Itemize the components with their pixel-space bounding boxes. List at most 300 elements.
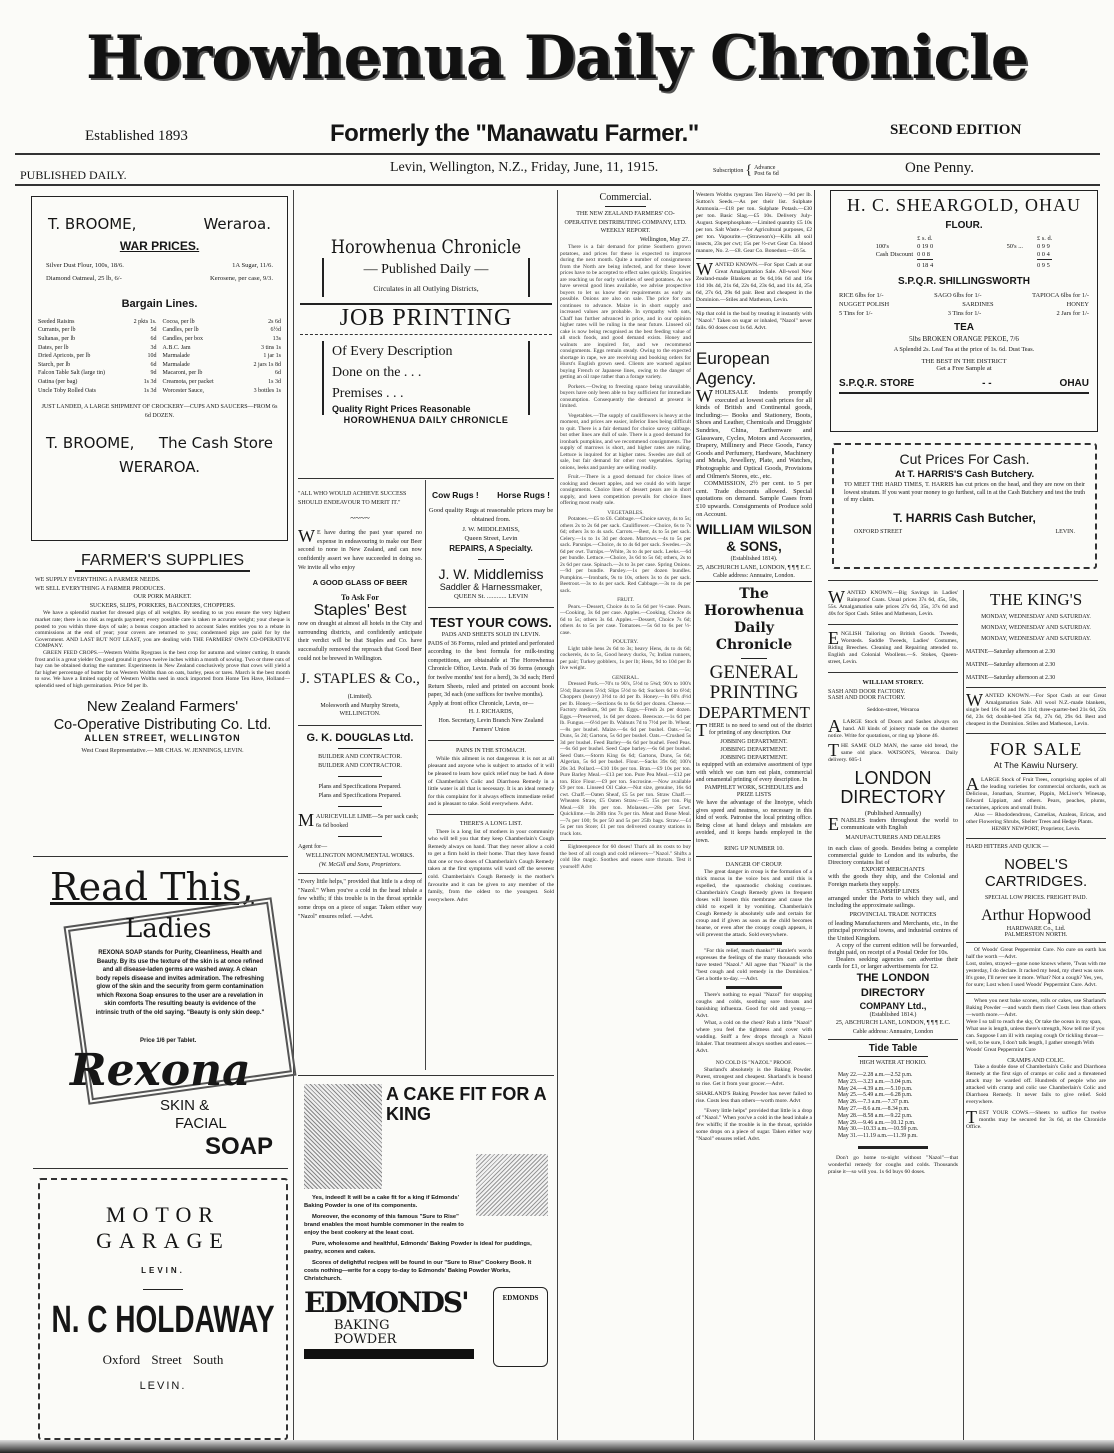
item-price: 3d xyxy=(150,344,157,351)
hopwood-name: Arthur Hopwood xyxy=(981,907,1091,924)
representative: West Coast Representative.— MR CHAS. W. JENNINGS, LEVIN. xyxy=(81,747,244,754)
job-line: Done on the . . . xyxy=(332,365,422,380)
test-cows-sub: PADS AND SHEETS SOLD IN LEVIN. xyxy=(441,632,541,639)
item-name: A.B.C. Jam xyxy=(162,344,191,351)
spqr-items xyxy=(839,291,1089,318)
section-heading: POULTRY. xyxy=(612,639,639,646)
item-name: Dried Apricots, per lb xyxy=(38,353,91,360)
bargain-item xyxy=(163,318,282,327)
broome-town: WERAROA. xyxy=(118,458,201,477)
spqr-item: RICE 6lbs for 1/- xyxy=(839,292,884,299)
facial-label: FACIAL xyxy=(175,1115,227,1132)
strength-poem: Were I so tall to reach the sky, Or take the ocean in my span, What use is length, unless there's strength, Now tell me if you can. Suppose I am ill with rasping cough Or tickling throat—well, to be sure, I don't talk length, I gather strength With Woods' Great Peppermint Cure xyxy=(966,1019,1105,1053)
ohau: OHAU xyxy=(1059,378,1089,389)
item-name: Worcester Sauce, xyxy=(162,387,204,394)
garage-title: MOTOR GARAGE xyxy=(96,1202,230,1253)
bargain-item xyxy=(38,318,157,327)
item-price: 3 tins 1s xyxy=(260,344,281,351)
farmers-line: WE SELL EVERYTHING A FARMER PRODUCES. xyxy=(35,585,166,592)
spqr-item: 2 Jars for 1/- xyxy=(1056,310,1089,317)
item-name: Candles, per box xyxy=(162,336,203,342)
cramps-title: CRAMPS AND COLIC. xyxy=(1007,1058,1065,1064)
cramps-body: Take a double dose of Chamberlain's Colic and Diarrhoea Remedy at the first sign of cramps or colic and a threatened attack may be warded off. Hundreds of people who are attacked with cramp and colic use Chamberlain's Colic and Diarrhoea Remedy. It never fails to give relief. Sold everywhere. xyxy=(966,1064,1106,1105)
staples-douglas-column xyxy=(298,490,422,921)
rugs-advert xyxy=(428,490,554,734)
seddon-street: Seddon-street, Weraroa xyxy=(866,707,920,713)
ldc-cable: Cable address: Annuaire, London xyxy=(852,1028,934,1035)
rugs-column xyxy=(428,490,554,904)
tide-row: May 26.—7.3 a.m.—7.37 p.m. xyxy=(838,1099,910,1106)
bargain-item xyxy=(163,378,282,387)
test-cows-title: TEST YOUR COWS. xyxy=(430,615,552,631)
edmonds-text: Pure, wholesome and healthful, Edmonds' Baking Powder is ideal for puddings, pastry, scones and cakes. xyxy=(304,1241,532,1255)
bargain-item xyxy=(163,369,282,378)
bargain-item xyxy=(38,352,157,361)
staples-limited: (Limited). xyxy=(347,694,373,701)
bargain-list xyxy=(38,318,281,395)
ring-up: RING UP NUMBER 10. xyxy=(724,845,784,852)
edmonds-advert xyxy=(298,1075,554,1440)
wilson-name: WILLIAM WILSON & SONS, xyxy=(696,522,812,555)
baking-powder-tin xyxy=(493,1287,548,1367)
ladies: Ladies xyxy=(125,914,212,944)
item-name: Marmalade xyxy=(162,361,190,368)
european-heading: European xyxy=(696,349,770,368)
hopwood-hardware: HARDWARE Co., Ltd. xyxy=(1006,925,1066,932)
nazol-advert: "Every little helps," provided that little is a drop of "Nazol." When you've a cold in the head inhale a few whiffs; if this trouble is in the throat sprinkle some drops on a piece of sugar. Taken either way "Nazol" ensures relief. —Advt. xyxy=(298,879,422,920)
pig-kinds: SUCKERS, SLIPS, PORKERS, BACONERS, CHOPPERS. xyxy=(89,602,236,609)
cake-headline: A CAKE FIT FOR A KING xyxy=(386,1084,546,1124)
directory-body: in each class of goods. Besides being a complete commercial guide to London and its suburbs, the Directory contains list of xyxy=(828,844,958,867)
section-heading: VEGETABLES. xyxy=(607,509,644,516)
item-name: Cocoa, per lb xyxy=(162,318,195,325)
weekly-report: WEEKLY REPORT. xyxy=(600,228,651,235)
staples-advert: "ALL WHO WOULD ACHIEVE SUCCESS SHOULD ENDEAVOUR TO MERIT IT." ~~~~ WE have during the past year spared no expense in endeavouring to make our Beer second to none in New Zealand, and can now confidently assert we have succeeded in doing so. We invite all who enjoy A GOOD GLASS OF BEER To Ask For Staples' Best now on draught at almost all hotels in the City and surrounding districts, and confidently anticipate their verdict will be that Staples and Co. have successfully removed the reproach that Good Beer could not be brewed in Wellington. J. STAPLES & Co., (Limited). Molesworth and Murphy Streets, WELLINGTON. xyxy=(298,491,422,718)
printing-heading: PRINTING xyxy=(709,681,799,703)
paper-name: HOROWHENUA DAILY CHRONICLE xyxy=(343,415,509,425)
pamphlet-line: PAMPHLET WORK, SCHEDULES and PRIZE LISTS xyxy=(704,784,804,799)
middlemiss-address: QUEEN St. ............ LEVIN xyxy=(454,592,528,600)
spqr-item: TAPIOCA 6lbs for 1/- xyxy=(1032,292,1089,299)
item-name: Dates, per lb xyxy=(38,344,69,351)
harris-name: T. HARRIS Cash Butcher, xyxy=(893,510,1036,525)
cow-rugs: Cow Rugs ! xyxy=(432,490,479,500)
department-heading: DEPARTMENT xyxy=(698,702,810,722)
agency-body: WHOLESALE Indents promptly executed at lowest cash prices for all kinds of British and Continental goods, including:— Books and Stationery, Boots, Shoes and Leather, Chemicals and Druggists' Sundries, China, Earthenware and Glassware, Cycles, Motors and Accessories, Drapery, Millinery and Piece Goods, Fancy Goods and Perfumery, Hardware, Machinery and Metals, Jewellery, Plate, and Watches, Photographic and Optical Goods, Provisions and Oilmen's Stores, etc., etc. xyxy=(696,386,812,480)
farmers-supplies-advert xyxy=(35,552,290,755)
staples-streets: Molesworth and Murphy Streets, xyxy=(320,702,400,709)
circulates-label: Circulates in all Outlying Districts, xyxy=(373,284,479,293)
commercial-dateline: Wellington, May 27.. xyxy=(639,236,691,243)
item-name: Candles, per lb xyxy=(162,327,199,334)
price-label: Cash Discount xyxy=(875,251,914,258)
fruit-prices: Pears.—Dessert, Choice 4s to 5s 6d per ½-case. Pears.—Cooking, 3s 6d per case. Apples.—Cooking, Choice 4s 6d to 5s; others 3s 6d. Apples.—Dessert, Choice 7s 6d; others 4s to 5s per case. Tomatoes.—5s 6d to 6s per ½-case. xyxy=(560,603,691,636)
price: One Penny. xyxy=(905,160,975,176)
item-name: Creamota, per packet xyxy=(162,378,214,385)
nursery-stock: ALARGE Stock of Fruit Trees, comprising apples of all the leading varieties for commercial orchards, such as Delicious, Jonathan, Sturmer, Pippin, McLiver's Winesap, Edward Lippiatt, and others. Pears, peaches, plums, nectarines, apricots and small fruits. xyxy=(966,774,1106,811)
column-five xyxy=(828,587,958,1176)
for-sale-title: FOR SALE xyxy=(989,739,1083,759)
spqr-heading: S.P.Q.R. SHILLINGSWORTH xyxy=(897,276,1031,287)
cough-advert: Eighteenpence for 60 doses! That's all its costs to buy the best of all cough and cold relievers—"Nazol." Shifts a cold like magic. Soothes and eases sore throats. Test it yourself! Advt xyxy=(560,844,691,870)
horse-rugs: Horse Rugs ! xyxy=(497,490,550,500)
same-old-man: THE SAME OLD MAN, the same old bread, the same old place. WATSON'S, Weraroa. Daily delivery. 605-1 xyxy=(828,740,958,763)
harris-body: TO MEET THE HARD TIMES, T. HARRIS has cut prices on the head, and they are now on their lowest stratum. If you want your money to go furthest, call in at the Cash Butchery and test the truth of my claim. xyxy=(844,482,1085,504)
hard-hitters: HARD HITTERS AND QUICK — xyxy=(966,844,1049,850)
douglas-line: BUILDER AND CONTRACTOR. xyxy=(318,762,402,769)
lsd-header: £ s. d. xyxy=(917,235,933,242)
job-line: Of Every Description xyxy=(332,344,453,359)
item-price: 2 pkts 1s. xyxy=(133,318,157,325)
wilson-established: (Established 1814). xyxy=(730,556,778,563)
tide-row: May 24.—4.39 a.m.—5.10 p.m. xyxy=(838,1085,913,1092)
item-name: Falcon Table Salt (large tin) xyxy=(38,370,106,377)
price-total: 0 9 5 xyxy=(1037,259,1052,270)
bargain-item xyxy=(38,335,157,344)
printing-body-3: We have the advantage of the linotype, which gives speed and neatness, so necessary in this kind of work. Patronise the local printing office. Being close at hand delays and mistakes are avoided, and it keeps hands employed in the town. xyxy=(696,800,812,844)
newport: HENRY NEWPORT, Proprietor, Levin. xyxy=(991,826,1081,832)
no-cold-body: Sharland's absolutely is the Baking Powder. Purest, strongest and cheapest. Sharland's is bound to rise. Get it from your grocer.—Advt. xyxy=(696,1067,812,1088)
secretary-name: H. J. RICHARDS, xyxy=(468,709,514,716)
bargain-item xyxy=(38,326,157,335)
wilson-cable: Cable address: Annuaire, London. xyxy=(696,572,812,582)
ldc-address: 25, ABCHURCH LANE, LONDON, ¶ ¶ ¶ E.C. xyxy=(835,1020,951,1027)
agency-heading: Agency. xyxy=(696,369,757,388)
spqr-item: NUGGET POLISH xyxy=(839,301,890,308)
wanted-known: WANTED KNOWN.—For Spot Cash at our Great Amalgamation Sale. All-wool New Zealand-made Blankets at 9s 6d,16s 6d and 16s 11d 10s 4d, 21s 6d, 22s 6d, 23s 6d, and 11s 4d, 25s 6d, 27s 6d, 29s 6d pair. Best and cheapest in the Dominion.—Stiles and Matheson, Levin. xyxy=(696,259,812,303)
secretary-role: Hon. Secretary, Levin Branch New Zealand Farmers' Union xyxy=(438,717,544,733)
price-line: Silver Dust Flour, 100s, 18/6. xyxy=(46,262,124,269)
jobbing-line: JOBBING DEPARTMENT. xyxy=(720,739,788,746)
tide-row: May 28.—8.58 a.m.—9.22 p.m. xyxy=(838,1112,913,1119)
london-heading: LONDON xyxy=(854,768,932,788)
flour-heading: FLOUR. xyxy=(945,220,983,231)
staples-city: WELLINGTON. xyxy=(339,711,381,718)
edmonds-text: Yes, indeed! It will be a cake fit for a king if Edmonds' Baking Powder is one of its components. xyxy=(304,1195,459,1209)
douglas-line: BUILDER AND CONTRACTOR. xyxy=(318,753,402,760)
price-value: 0 0 8 xyxy=(917,251,930,258)
best-line: THE BEST IN THE DISTRICT xyxy=(921,358,1007,365)
item-price: 2 jars 1s 8d xyxy=(253,361,281,368)
general-prices: Dressed Pork.—70's to 90's, 5½d to 5¾d; 90's to 100's 5½d; Baconers 5½d; Slips 5½d to 6d; Suckers 6d to 6½d; Choppers (heavy) 3½d to 4d per lb. Honey.—In 60's 4½d per lb. Honey.—Sections 6s to 6s 6d per dozen. Cheese.—Factory medium, 9d per lb. Eggs.—Fresh 2s per dozen. Eggs.—Preserved, 1s 6d per dozen. Beeswax.—1s 6d per lb. Fungus.—6½d per lb. Walnuts 7d to 7½d per lb. Wheat.—8s per bushel. Maize.—6s 6d per bushel. Oats.—5s; Duns, 5s 2d; Gartons, 5s 6d per bushel. Oats.—Crushed 5s 3d per bushel. Feed Barley—6s 6d per bushel. Feed Peas.—6s 6d per bushel. Seed Cape barley.—6s 6d per bushel. Seed Oats.—Storm King 6s 6d; Gartons, Duns, 5s 6d; Algerian, 5s 6d per bushel. Flour.—Sacks 39s 6d; 100's 20s 3d. Pollard.—£10 10s per ton. Bran.—£9 10s per ton. Pure Barley Meal.—£13 per ton. Pure Pea Meal.—£12 per ton. Rice Flour.—£9 per ton. Sucrosine.—Now available £9 per ton. Linseed Oil Cake.—Nut size, genuine, 16s 6d cwt. Chaff.—Oaten Sheaf, £5 5s per ton. Straw Chaff.—Wheaten Straw, £5 Oaten Straw.—£5 15s per ton. Pig Meal.—£8 10s per ton. Molasses.—28s per 5cwt. Quicklime.—In 28lb tins 7s per tin. Meat and Bone Meal.—7s per 100; 9s per 50 and 5s per 25lb bags. Straw.—£4 5s per ton Store; £1 per ton delivered country stations in truck lots. xyxy=(560,681,691,837)
bargain-item xyxy=(163,326,282,335)
rexona-advert xyxy=(30,865,290,1165)
steamship-lines: STEAMSHIP LINES xyxy=(866,887,920,895)
kings-days: MONDAY, WEDNESDAY AND SATURDAY. xyxy=(981,636,1091,642)
item-name: Sultanas, per lb xyxy=(38,336,76,342)
edition: SECOND EDITION xyxy=(890,122,1022,138)
staples-best: Staples' Best xyxy=(313,602,407,620)
pekoe-line: 5lbs BROKEN ORANGE PEKOE, 7/6 xyxy=(909,335,1019,343)
sharland-advert: SHARLAND'S Baking Powder has never failed to rise. Costs less than others—worth more. Advt xyxy=(696,1091,812,1105)
commercial-paragraph: There is a fair demand for prime Southern grown potatoes, and prices for these is expected to improve during the next month. Quite a number of consignments from the North are being infected, and for these lower prices have to be accepted to effect sales quickly. Enquiries are reaching us for early varieties of seed potatoes. As we have several good lines available, we advise prospective buyers to let us know their requirements as early as possible. Onions are also on sale. The price for oats continues to advance. Maize is in short supply and increased values are probable. In sympathy with oats, Chaff has further advanced in price, and in our opinion higher rates will be ruling in the near future. Linseed oil cake is now being recognised as the best feeding value of all stock foods, and good demand exists. Honey and walnuts are inquired for, and we recommend consignments. Eggs remain steady. Owing to the expected shortage in rape, we are receiving and booking orders for Hurst's English grown seed. Clients are warned against buying French or Japanese lines, owing to the danger of getting an oil rape rather than a forage variety. xyxy=(560,244,691,381)
price-line: Kerosene, per case, 9/3. xyxy=(210,275,273,283)
baking-label: BAKING xyxy=(334,1318,390,1333)
poultry-prices: Light table hens 2s 6d to 3s; heavy Hens, 4s to 4s 6d; cockerels, 4s to 5s, Good heavy ducks, 7s; Indian runners, per pair; Turkey gobblers, 1s per lb; Hens, 9d to 10d per lb live weight. xyxy=(560,645,691,672)
spqr-item: HONEY xyxy=(1066,301,1089,308)
farmers-body: We have a splendid market for dressed pigs of all weights. By sending to us you ensure the very highest market rate; there is no risk as regards payment; every possible care is taken re accurate weight; your cheque is posted to you within three days of sale; a bonus coupon attached to account Sales entitles you to a rebate in commissions at the end of year; your covers are returned to you; condemned pigs are paid for by the Government. AND LAST BUT NOT LEAST, you are dealing with THE FARMERS' OWN CO-OPERATIVE COMPANY. xyxy=(35,610,290,650)
item-name: Seeded Raisins xyxy=(38,318,75,325)
broome-store: The Cash Store xyxy=(158,434,273,453)
rexona-logo: Rexona xyxy=(70,1045,251,1096)
tide-row: May 31.—11.19 a.m.—11.39 p.m. xyxy=(838,1133,918,1140)
section-heading: FRUIT. xyxy=(617,597,634,604)
rugs-body: Good quality Rugs at reasonable prices may be obtained from. xyxy=(428,507,554,524)
nursery-also: Also — Rhododendrons, Camelias, Azaleas, Ericas, and other Flowering Shrubs, Shelter Trees and Hedge Plants. xyxy=(966,812,1106,825)
price-label: 50's ... xyxy=(1006,243,1023,250)
rexona-price: Price 1/6 per Tablet. xyxy=(140,1038,197,1044)
spqr-item: SARDINES xyxy=(962,301,994,308)
item-price: 9d xyxy=(150,370,157,377)
proprietors: (W. McGill and Sons, Proprietors. xyxy=(318,861,402,868)
tea-heading: TEA xyxy=(954,322,974,333)
rexona-body: REXONA SOAP stands for Purity, Cleanliness, Health and Beauty. By its use the texture of the skin is at once refined and all disease-laden germs are washed away. A clean body repels disease and invites admiration. The refreshing glow of the skin and the security from germ contamination which Rexona Soap ensures to the user are a revelation in skin comforts The resulting beauty is evidence of the intrinsic truth of the old saying. "Beauty is only skin deep." xyxy=(95,950,265,1016)
sheargold-name: H. C. SHEARGOLD, OHAU xyxy=(846,195,1081,215)
cartridges-heading: CARTRIDGES. xyxy=(984,873,1088,890)
tide-row: May 27.—8.6 a.m.—8.34 p.m. xyxy=(838,1106,910,1113)
item-price: 1s 3d xyxy=(268,378,281,385)
helps-advert: "Every little helps" provided that little is a drop of "Nazol." When you've a cold in the head inhale a few whiffs; if the trouble is in the throat, sprinkle some drops on a piece of sugar. Taken either way "Nazol" ensures relief. Advt. xyxy=(696,1108,812,1143)
monumental-works: WELLINGTON MONUMENTAL WORKS. xyxy=(305,853,415,860)
kings-schedule xyxy=(966,614,1106,682)
column-six xyxy=(966,590,1106,1131)
tide-table xyxy=(828,1072,958,1140)
item-price: 3 bottles 1s xyxy=(253,387,281,394)
mauriceville-lime: MAURICEVILLE LIME—5s per sack cash; 6s 6d booked xyxy=(298,810,419,831)
price-label: 100's xyxy=(875,243,889,250)
commercial-paragraph: Porkers.—Owing to freezing space being unavailable, buyers have only been able to buy sufficient for immediate consumption. Consequently the demand at present is limited. xyxy=(560,383,691,410)
formerly-subtitle: Formerly the "Manawatu Farmer." xyxy=(330,120,699,147)
pains-title: PAINS IN THE STOMACH. xyxy=(456,748,526,755)
jobbing-line: JOBBING DEPARTMENT. xyxy=(720,755,788,762)
special-prices: SPECIAL LOW PRICES. FREIGHT PAID. xyxy=(984,895,1088,901)
company-name: New Zealand Farmers' xyxy=(86,697,239,715)
farmers-heading: FARMER'S SUPPLIES xyxy=(75,552,250,572)
edmonds-logo: EDMONDS' xyxy=(304,1286,468,1319)
directory-body: with the goods they ship, and the Colonial and Foreign markets they supply. xyxy=(828,873,958,888)
powder-label: POWDER xyxy=(334,1332,397,1347)
item-price: 6½d xyxy=(270,327,281,334)
relief-advert: "For this relief, much thanks!" Hamlet's words expresses the feelings of the many thousands who have tested "Nazol." All agree that "Nazol" is the "best cough and cold remedy in the Dominion." Get a bottle to-day. —Advt. xyxy=(696,948,812,983)
item-name: Starch, per lb xyxy=(38,361,71,368)
item-price: 1s 3d xyxy=(143,378,157,385)
edmonds-text: Moreover, the economy of this famous "Sure to Rise" brand enables the most humble commoner in the realm to enjoy the best cookery at the least cost. xyxy=(304,1214,464,1236)
item-price: 6d xyxy=(275,370,281,377)
commercial-column xyxy=(560,192,691,873)
staples-quote: "ALL WHO WOULD ACHIEVE SUCCESS SHOULD ENDEAVOUR TO MERIT IT." xyxy=(298,491,407,506)
sheargold-advert xyxy=(830,190,1098,432)
bargain-item xyxy=(163,361,282,370)
price-value: 0 0 4 xyxy=(1037,251,1050,258)
company-name-2: Co-Operative Distributing Co. Ltd. xyxy=(53,716,272,733)
dateline: Levin, Wellington, N.Z., Friday, June, 11, 1915. xyxy=(390,160,659,175)
servant-illustration xyxy=(476,1154,548,1216)
vegetable-prices: Potatoes.—£5 to £6. Cabbage.—Choice savoy, 4s to 5s; others 2s to 2s 6d per sack. Cauliflower.—Choice, 6s to 7s 6d; others 3s to 4s sack. Carrots.—Best, 4s to 5s per sack. Celery.—1s to 1s 3d per dozen. Marrows.—4s to 5s per sack. Parsnips.—Choice, 4s to 4s 6d per sack. Swedes.—2s 6d per owt. Turnips.—White, 3s to 4s per sack. Leeks.—6d per bundle. Lettuce.—Choice, 3s 6d to 5s 6d; others, 2s to 2s 6d per case. Spinach.—2s to 3s per case. Spring Onions.—9d per bundle. Parsley.—1s per dozen bundles. Pumpkins.—Ironbark, 9s to 10s, others 3s to 4s per sack. Beetroot.—3s to 4s per sack. Red Cabbage.—3s to 4s per sack. xyxy=(560,516,691,594)
english-tailoring: ENGLISH Tailoring on British Goods. Tweeds, Worsteds. Saddle Tweeds, Ladies' Costumes, Riding Breeches. Cleaning and Repairing attended to. English and Colonial Woollens.—S. Stokes, Queen-street, Levin. xyxy=(828,628,958,665)
nip-cold: Nip that cold in the bud by treating it instantly with "Nazol." Taken on sugar or inhaled, "Nazol" never fails. 60 doses cost 1s 6d. Advt. xyxy=(696,311,812,331)
manufacturers: MANUFACTURERS AND DEALERS xyxy=(845,834,941,841)
commission: COMMISSION, 2½ per cent. to 5 per cent. Trade discounts allowed. Special quotations on demand. Sample Cases from £10 upwards. Consignments of Produce sold on Account. xyxy=(696,480,812,518)
established: Established 1893 xyxy=(85,128,188,144)
repairs: REPAIRS, A Specialty. xyxy=(449,543,533,553)
ask-for: To Ask For xyxy=(341,593,379,603)
middlemiss-trade: Saddler & Harnessmaker, xyxy=(439,581,543,592)
item-name: Marmalade xyxy=(162,353,190,360)
croup-body: The great danger in croup is the formation of a thick mucus in the voice box and until this is expelled, the spasmodic choking continues. Chamberlain's Cough Remedy given in frequent doses will loosen this membrane and cause the child to expell it by vomiting. Chamberlain's Cough Remedy is absolutely safe and certain for croup and if given as soon as the child becomes hoarse, or even after the croupy cough appears, it will prevent the attack. Sold everywhere. xyxy=(696,869,812,939)
masthead-title: Horowhenua Daily Chronicle xyxy=(86,23,1028,93)
green-feed-crops: GREEN FEED CROPS.—Western Wolths Ryegrass is the best crop for autumn and winter cutting. It stands frost and is a great yielder On good ground it grows twelve inches within a month of sowing. Two or three cuts of hay can be obtained during the summer. Experiments in New Zealand conclusively prove that cows will yield a far higher percentage of butter fat on Western Wolths than on oats, barley, peas or tares. March is the best month to sow. We have a limited supply of Western Wolths seed in stock imported from Home Ten Have, Holland—splendid seed of high germination. Price 9d per lb. xyxy=(35,649,290,689)
long-list-body: There is a long list of mothers in your community who will tell you that they keep Chamberlain's Cough Remedy always on hand. That they never allow a cold to get a firm hold in their home. That they have found that one or two doses of Chamberlain's Cough Remedy taken at the first symptoms will ward off the severest cold. Chamberlain's Cough Remedy is the mother's favourite and it can be given to any member of the family, from the oldest to the youngest. Sold everywhere. Advt xyxy=(428,828,554,903)
staples-body-2: now on draught at almost all hotels in the City and surrounding districts, and confidently anticipate their verdict will be that Staples and Co. have successfully removed the reproach that Good Beer could not be brewed in Wellington. xyxy=(298,621,422,662)
item-price: 13s xyxy=(272,336,281,342)
broome-advert xyxy=(31,196,288,541)
broome-name: T. BROOME, xyxy=(48,215,137,233)
directory-heading: DIRECTORY xyxy=(840,787,946,807)
spqr-item: 3 Tins for 1/- xyxy=(947,310,982,317)
commercial-paragraph: Vegetables.—The supply of cauliflowers is heavy at the moment, and prices are easier, inferior lines being difficult to quit. There is a fair demand for choice savoy cabbage, but other lines are dull of sale. There is a good demand for ironbark pumpkins, and we recommend consignments. The supply of marrows is short, and higher rates are ruling. Lettuce is inquired for at higher rates. Swedes are dull of sale, but fair demand for other root vegetables. Spring onions, leeks and parsley are selling readily. xyxy=(560,412,691,471)
woods-advert: Of Woods' Great Peppermint Cure. No cure on earth has half the worth —Advt. xyxy=(966,947,1106,960)
bargain-item xyxy=(163,352,282,361)
wanted-blankets: WANTED KNOWN.—For Spot Cash at our Great Amalgamation Sale. All wool N.Z.-made blankets, single bed 16s 6d and 16s 11d; three-quarter-bed 21s 6d, 22s 6d, 23s 6d; double-bed 25s 6d, 27s 6d, 29s 6d. Best and cheapest in the Dominion. Stiles and Matheson, Levin. xyxy=(966,690,1106,727)
pains-body: While this ailment is not dangerous it is not at all pleasant and anyone who is subject to attacks of it will be pleased to learn how quick relief may be had. A dose of Chamberlain's Colic and Diarrhoea Remedy in a little water is all that is necessary. It is an ideal remedy for this complaint for it always effects immediate relief and is pleasant to take. Sold everywhere. Advt. xyxy=(428,755,554,808)
company-street: ALLEN STREET, WELLINGTON xyxy=(84,732,241,743)
staples-body: WE have during the past year spared no expense in endeavouring to make our Beer second to none in New Zealand, and can now confidently assert we have succeeded in doing so. We invite all who enjoy xyxy=(298,526,422,571)
tide-row: May 22.—2.28 a.m.—2.52 p.m. xyxy=(838,1072,913,1079)
column-four xyxy=(696,192,812,1143)
item-price: 2s 6d xyxy=(268,318,281,325)
kings-matinee: MATINE—Saturday afternoon at 2.30 xyxy=(966,675,1056,681)
test-cows-body: PADS of 36 Forms, ruled and printed and perforated according to the best formula for milk-testing competitions, are obtainable at The Horowhenua Chronicle Office, Levin. Pads of 36 forms (enough for twelve months' test for a herd), 3s 3d each; Herd Return Sheets, ruled and printed on account book paper, 3d each (one suffices for twelve months). xyxy=(428,640,554,699)
rugs-street: Queen Street, Levin xyxy=(464,535,518,543)
douglas-advert xyxy=(298,732,422,921)
harris-advert xyxy=(832,443,1097,569)
jobbing-line: JOBBING DEPARTMENT. xyxy=(720,747,788,754)
bargain-heading: Bargain Lines. xyxy=(121,297,198,310)
douglas-line: Plans and Specifications Prepared. xyxy=(318,784,402,791)
item-name: Currants, per lb xyxy=(38,327,76,334)
item-name: Macaroni, per lb xyxy=(162,370,203,377)
bargain-item xyxy=(38,378,157,387)
item-price: 10d xyxy=(147,353,157,360)
leaf-tea-line: A Splendid 2s. Leaf Tea at the price of 1s. 6d. Dust Teas. xyxy=(893,346,1035,353)
subscription-post: Post 6s 6d xyxy=(754,171,779,177)
edmonds-text: Scores of delightful recipes will be found in our "Sure to Rise" Cookery Book. It costs nothing—write for a copy to-day to Edmonds' Baking Powder Works, Christchurch. xyxy=(304,1260,532,1282)
garage-town-2: LEVIN. xyxy=(139,1380,187,1392)
kings-matinee: MATINE—Saturday afternoon at 2.30 xyxy=(966,649,1056,655)
middlemiss-name: J. W. Middlemiss xyxy=(438,565,544,582)
bargain-item xyxy=(163,387,282,396)
enables-text: ENABLES traders throughout the world to communicate with English xyxy=(828,814,958,834)
high-water-hokio: HIGH WATER AT HOKIO. xyxy=(859,1060,927,1067)
pork-market: OUR PORK MARKET. xyxy=(133,594,192,601)
harris-title: Cut Prices For Cash. xyxy=(899,451,1030,467)
tide-row: May 29.—9.46 a.m.—10.12 p.m. xyxy=(838,1119,916,1126)
tide-row: May 23.—3.23 a.m.—3.04 p.m. xyxy=(838,1078,913,1085)
bargain-item xyxy=(38,369,157,378)
sash-line: SASH AND DOOR FACTORY. xyxy=(828,689,906,695)
chronicle-ad-title: Horowhenua Chronicle xyxy=(330,236,522,258)
bargain-item xyxy=(38,344,157,353)
price-line: Diamond Oatmeal, 25 lb, 6/- xyxy=(46,275,122,283)
item-price: 1 jar 1s xyxy=(263,353,281,360)
export-merchants: EXPORT MERCHANTS xyxy=(861,866,925,874)
directory-body: Dealers seeking agencies can advertise their cards for £1, or larger advertisements for £2. xyxy=(828,956,958,971)
item-name: Uncle Toby Rolled Oats xyxy=(38,387,96,394)
printing-body-2: is equipped with an extensive assortment of type with which we can turn out plain, commercial and ornamental printing of every description. In xyxy=(696,762,812,784)
bargain-item xyxy=(38,361,157,370)
staples-firm: J. STAPLES & Co., xyxy=(300,671,420,688)
bargain-item xyxy=(163,344,282,353)
commercial-org: THE NEW ZEALAND FARMERS' CO-OPERATIVE DISTRIBUTING COMPANY, LTD. xyxy=(564,211,687,226)
bargain-item xyxy=(163,335,282,344)
directory-body: arranged under the Ports to which they sail, and including the approximate sailings. xyxy=(828,894,958,910)
large-stock: ALARGE Stock of Doors and Sashes always on hand. All kinds of joinery made on the shortest notice. Write for quotations, or ring up 'phone 46. xyxy=(828,716,958,739)
general-heading: GENERAL xyxy=(709,661,799,683)
item-price: 6d xyxy=(150,361,157,368)
king-illustration xyxy=(304,1084,382,1189)
skin-label: SKIN & xyxy=(160,1097,210,1114)
chronicle-advert xyxy=(300,236,552,456)
motor-garage-advert xyxy=(38,1178,288,1440)
bargain-item xyxy=(38,387,157,396)
london-directory-company: THE LONDON DIRECTORY xyxy=(856,971,930,999)
provincial-notices: PROVINCIAL TRADE NOTICES xyxy=(849,911,937,919)
agent-for: Agent for— xyxy=(298,844,328,851)
wanted-raincoats: WANTED KNOWN.—Big Savings in Ladies' Rainproof Coats. Usual prices 37s 6d, 45s, 50s, 55s. Amalgamation sale prices 27s 6d, 35s, 37s 6d and 40s for Spot Cash. Stiles and Matheson, Levin. xyxy=(828,587,958,617)
item-name: Oatina (per bag) xyxy=(38,378,78,385)
commercial-title: Commercial. xyxy=(599,192,652,203)
tin-label: EDMONDS xyxy=(502,1294,539,1302)
item-price: 1s 3d xyxy=(143,387,157,394)
good-glass: A GOOD GLASS OF BEER xyxy=(312,578,408,588)
scones-advert: When you next bake scones, rolls or cakes, use Sharland's Baking Powder —and watch them rise! Costs less than others—worth more.—Advt. xyxy=(966,998,1106,1018)
wilson-address: 25, ABCHURCH LANE, LONDON, ¶ ¶ ¶ E.C. xyxy=(696,564,812,571)
tide-row: May 30.—10.33 a.m.—10.59 p.m. xyxy=(838,1126,919,1133)
harris-town: LEVIN. xyxy=(1055,528,1075,535)
directory-body: of leading Manufacturers and Merchants, etc., in the principal provincial towns, and industrial centres of the United Kingdom. xyxy=(828,920,958,942)
spqr-item: 5 Tins for 1/- xyxy=(839,310,873,317)
shipment-note: JUST LANDED, A LARGE SHIPMENT OF CROCKERY—CUPS AND SAUCERS—FROM 6s 6d DOZEN. xyxy=(41,404,278,419)
apply-line: Apply at front office Chronicle, Levin, or— xyxy=(428,700,534,707)
sample-line: Get a Free Sample at xyxy=(936,365,992,372)
published-annually: (Published Annually) xyxy=(864,810,922,817)
long-list-title: THERE'S A LONG LIST. xyxy=(459,820,523,827)
job-line: Premises . . . xyxy=(332,386,404,401)
test-cows-note: TEST YOUR COWS.—Sheets to suffice for twelve months may be secured for 3s 6d, at the Chronicle Office. xyxy=(966,1107,1106,1130)
no-cold-title: NO COLD IS "NAZOL" PROOF. xyxy=(715,1060,793,1067)
quality-line: Quality Right Prices Reasonable xyxy=(332,404,471,414)
garage-street: Oxford Street South xyxy=(102,1352,224,1367)
chamberlain-articles xyxy=(428,740,554,904)
douglas-name: G. K. DOUGLAS Ltd. xyxy=(306,731,414,744)
printing-body: THERE is no need to send out of the district for printing of any description. Our xyxy=(696,719,812,740)
chest-advert: What, a cold on the chest? Rub a little "Nazol" where you feel the tightness and cover with wadding. Sniff a few drops through a Nazol Inhaler. That treatment always soothes and eases.—Advt. xyxy=(696,1020,812,1055)
seed-prices: Western Wolths ryegrass Ten Have's) —9d per lb. Sutton's Seeds.—As per their list. Sulphate Ammonia.—£18 per ton. Sulphate Potash.—£30 per ton. Basic Slag.—£5 10s. Delivery July-August. Superphosphate.—Limited quantity £5 10s per ton. Salt Waste.—for Agricultural purposes, £2 per ton. Vapourite.—(Strawson's)—Kills all soil insects, 23s per cwt; 15s per ½-cwt Gear Co. blood manure, No. 2.—£8. Gear Co. Bonedust.—£6 5s. xyxy=(696,192,812,254)
kings-matinee: MATINE—Saturday afternoon at 2.30 xyxy=(966,662,1056,668)
chronicle-logo-2: Daily Chronicle xyxy=(715,619,793,653)
published-daily-label: — Published Daily — xyxy=(363,262,489,277)
separator: - - xyxy=(982,378,992,389)
soap-label: SOAP xyxy=(205,1133,274,1160)
company-ltd: COMPANY Ltd., xyxy=(859,1000,927,1011)
hopwood-town: PALMERSTON NORTH. xyxy=(1004,932,1068,938)
woods-poem: Lost, stolen, strayed—gone none knows where, 'Twas with me yesterday, I do declare. It racked my head, my chest was sore. It's gone, I'll never see it more. What? Not a cough? Yes, yes, for sure; Lost when I used Woods' Peppermint Cure. Advt. xyxy=(966,961,1106,988)
war-prices-heading: WAR PRICES. xyxy=(119,239,200,253)
nursery-name: At The Kawiu Nursery. xyxy=(993,760,1079,770)
kings-days: MONDAY, WEDNESDAY AND SATURDAY. xyxy=(981,625,1091,631)
item-price: 6d xyxy=(150,336,157,342)
commercial-paragraph: Fruit.—There is a good demand for choice lines of cooking and dessert apples, and we could do with larger consignments. Choice lines of dessert pears are in short supply, and keen competition prevails for choice lines offering most ready sale. xyxy=(560,474,691,507)
